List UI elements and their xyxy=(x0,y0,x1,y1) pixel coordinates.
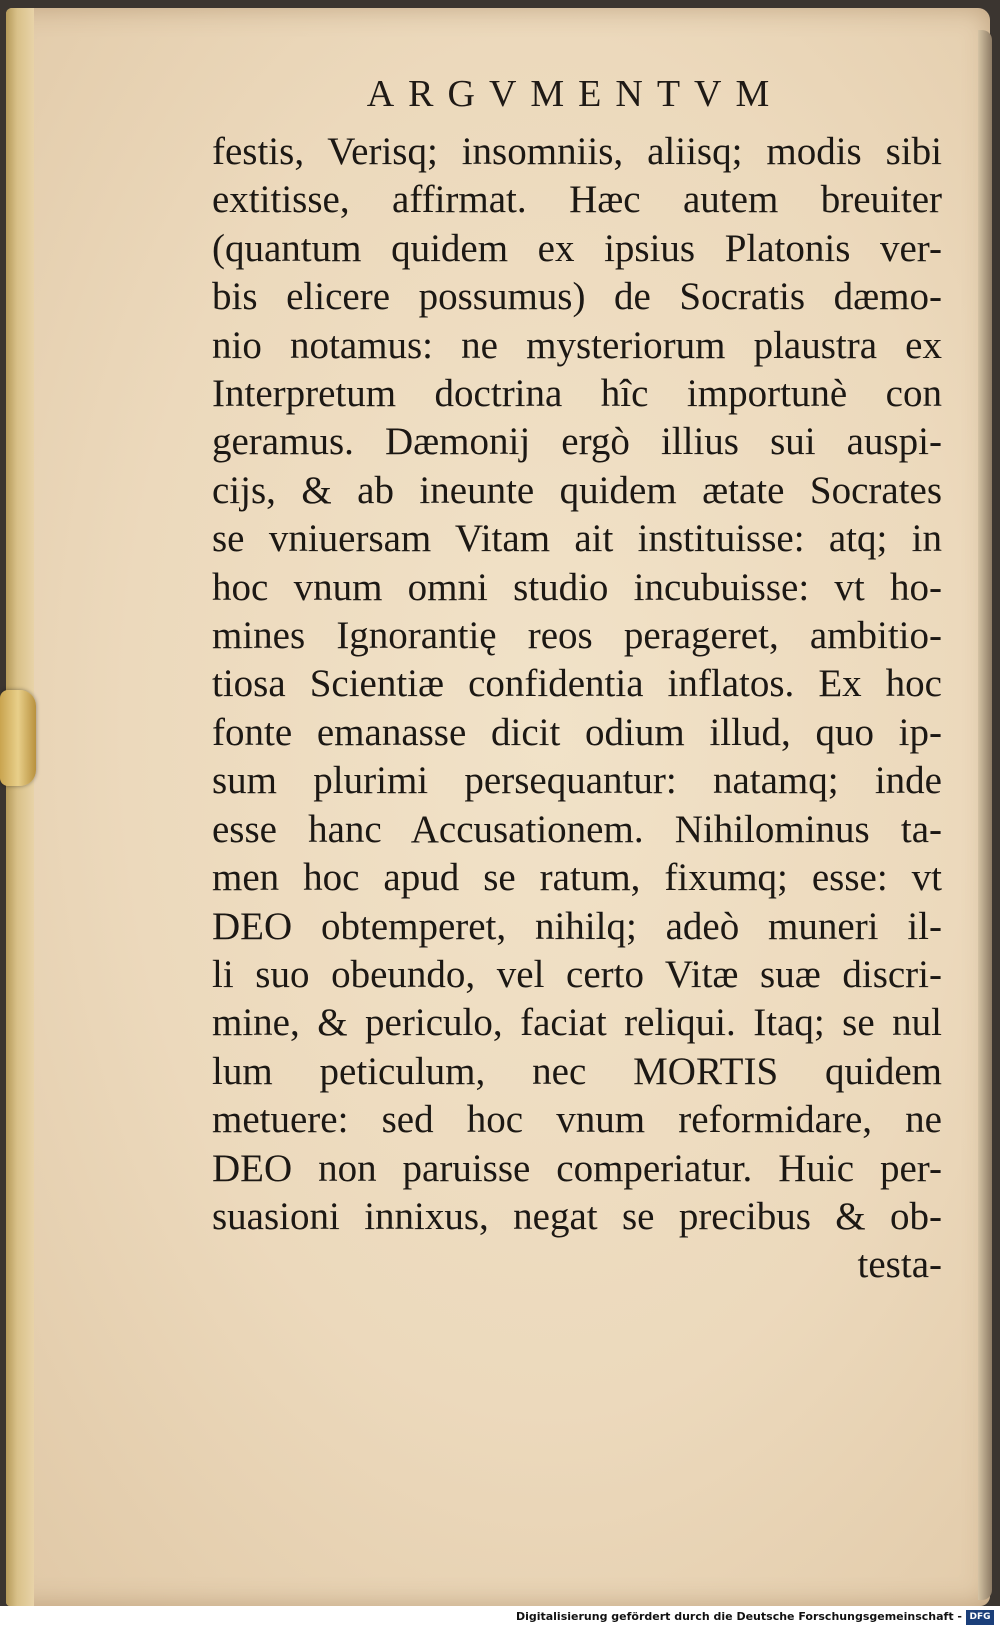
running-head: ARGVMENTVM xyxy=(366,73,784,115)
dfg-logo: DFG xyxy=(966,1610,994,1625)
body-text xyxy=(212,128,942,1290)
text-line: esse hanc Accusationem. Nihilominus ta- xyxy=(212,807,942,851)
text-line: DEO obtemperet, nihilq; adeò muneri il- xyxy=(212,904,942,948)
text-line: metuere: sed hoc vnum reformidare, ne xyxy=(212,1098,942,1142)
footer-bar xyxy=(0,1606,1000,1630)
text-line: cijs, & ab ineunte quidem ætate Socrates xyxy=(212,468,942,512)
text-line: men hoc apud se ratum, fixumq; esse: vt xyxy=(212,856,942,900)
text-line: fonte emanasse dicit odium illud, quo ip- xyxy=(212,710,942,754)
text-line: festis, Verisq; insomniis, aliisq; modis sibi xyxy=(212,130,942,173)
page-gutter xyxy=(6,8,34,1606)
book-clasp xyxy=(0,690,36,786)
text-line: li suo obeundo, vel certo Vitæ suæ discri- xyxy=(212,952,942,996)
funding-credit: Digitalisierung gefördert durch die Deutsche Forschungsgemeinschaft - xyxy=(515,1610,962,1623)
text-line: bis elicere possumus) de Socratis dæmo- xyxy=(212,275,942,319)
text-line: nio notamus: ne mysteriorum plaustra ex xyxy=(212,323,942,367)
text-line: hoc vnum omni studio incubuisse: vt ho- xyxy=(212,565,942,609)
text-line: mines Ignorantię reos perageret, ambitio- xyxy=(212,614,942,658)
text-line: Interpretum doctrina hîc importunè con xyxy=(212,372,942,416)
text-line: DEO non paruisse comperiatur. Huic per- xyxy=(212,1146,942,1190)
text-line: mine, & periculo, faciat reliqui. Itaq; se nul xyxy=(212,1001,942,1045)
text-line: sum plurimi persequantur: natamq; inde xyxy=(212,759,942,803)
catchword: testa- xyxy=(857,1243,942,1287)
page-fore-edge xyxy=(978,30,992,1600)
text-line: extitisse, affirmat. Hæc autem breuiter xyxy=(212,178,942,222)
text-line: se vniuersam Vitam ait instituisse: atq; in xyxy=(212,517,942,561)
text-line: lum peticulum, nec MORTIS quidem xyxy=(212,1049,942,1093)
text-line: geramus. Dæmonij ergò illius sui auspi- xyxy=(212,420,942,464)
text-line: tiosa Scientiæ confidentia inflatos. Ex hoc xyxy=(212,662,942,706)
text-line: suasioni innixus, negat se precibus & ob- xyxy=(212,1194,942,1238)
text-line: (quantum quidem ex ipsius Platonis ver- xyxy=(212,226,942,270)
